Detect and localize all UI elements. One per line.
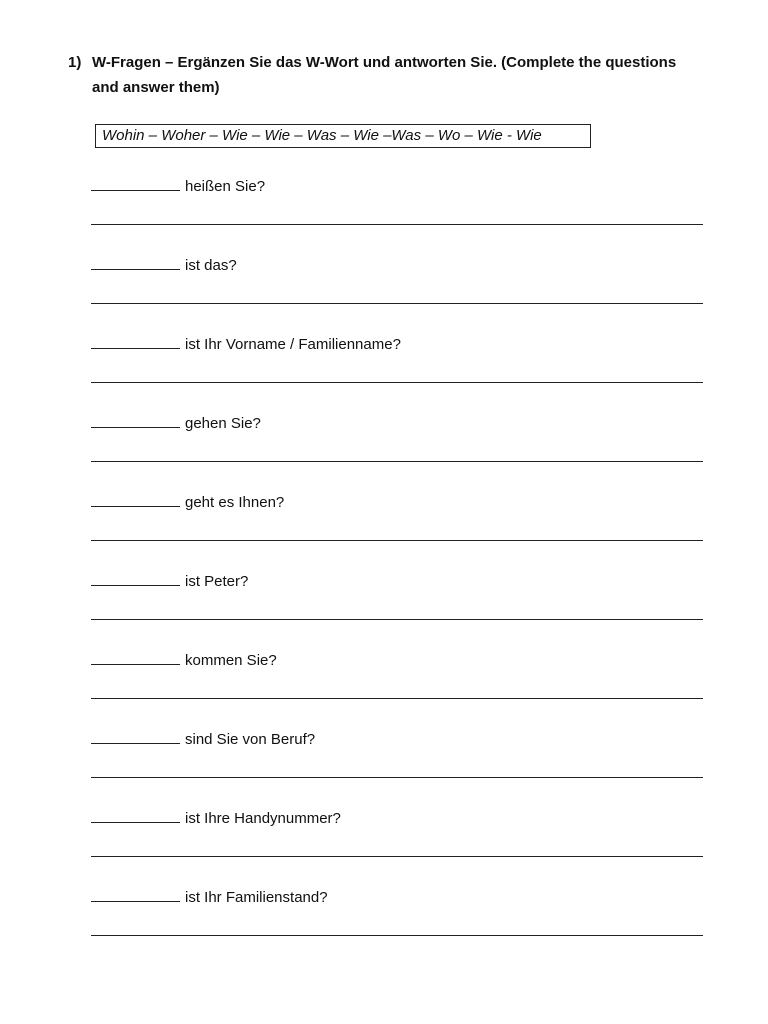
exercise-number: 1) xyxy=(68,54,82,71)
answer-line[interactable] xyxy=(91,619,703,620)
question-line xyxy=(91,334,401,356)
question-item xyxy=(91,571,703,631)
fill-in-blank[interactable] xyxy=(91,189,180,191)
question-line xyxy=(91,808,341,830)
answer-line[interactable] xyxy=(91,461,703,462)
answer-line[interactable] xyxy=(91,382,703,383)
question-item xyxy=(91,413,703,473)
question-text: ist das? xyxy=(185,257,237,274)
question-item xyxy=(91,255,703,315)
question-line xyxy=(91,571,248,593)
word-bank: Wohin – Woher – Wie – Wie – Was – Wie –Was – Wo – Wie - Wie xyxy=(95,124,591,148)
question-line xyxy=(91,650,277,672)
question-line xyxy=(91,729,315,751)
question-text: ist Ihr Familienstand? xyxy=(185,889,328,906)
question-item xyxy=(91,887,703,947)
question-item xyxy=(91,650,703,710)
answer-line[interactable] xyxy=(91,698,703,699)
question-item xyxy=(91,176,703,236)
exercise-title xyxy=(92,50,718,100)
question-text: gehen Sie? xyxy=(185,415,261,432)
answer-line[interactable] xyxy=(91,303,703,304)
answer-line[interactable] xyxy=(91,856,703,857)
fill-in-blank[interactable] xyxy=(91,663,180,665)
fill-in-blank[interactable] xyxy=(91,821,180,823)
question-line xyxy=(91,255,237,277)
answer-line[interactable] xyxy=(91,540,703,541)
answer-line[interactable] xyxy=(91,777,703,778)
fill-in-blank[interactable] xyxy=(91,347,180,349)
question-line xyxy=(91,887,328,909)
question-text: ist Peter? xyxy=(185,573,249,590)
question-text: kommen Sie? xyxy=(185,652,277,669)
fill-in-blank[interactable] xyxy=(91,505,180,507)
question-text: ist Ihr Vorname / Familienname? xyxy=(185,336,401,353)
answer-line[interactable] xyxy=(91,224,703,225)
question-line xyxy=(91,492,284,514)
exercise-title-line-1: W-Fragen – Ergänzen Sie das W-Wort und antworten Sie. (Complete the questions xyxy=(92,54,677,71)
question-line xyxy=(91,413,261,435)
question-item xyxy=(91,808,703,868)
exercise-title-line-2: and answer them) xyxy=(92,79,220,96)
question-text: heißen Sie? xyxy=(185,178,266,195)
answer-line[interactable] xyxy=(91,935,703,936)
question-text: sind Sie von Beruf? xyxy=(185,731,316,748)
question-item xyxy=(91,729,703,789)
fill-in-blank[interactable] xyxy=(91,742,180,744)
fill-in-blank[interactable] xyxy=(91,584,180,586)
fill-in-blank[interactable] xyxy=(91,268,180,270)
question-item xyxy=(91,492,703,552)
question-item xyxy=(91,334,703,394)
question-text: ist Ihre Handynummer? xyxy=(185,810,341,827)
fill-in-blank[interactable] xyxy=(91,426,180,428)
question-text: geht es Ihnen? xyxy=(185,494,285,511)
fill-in-blank[interactable] xyxy=(91,900,180,902)
question-line xyxy=(91,176,265,198)
